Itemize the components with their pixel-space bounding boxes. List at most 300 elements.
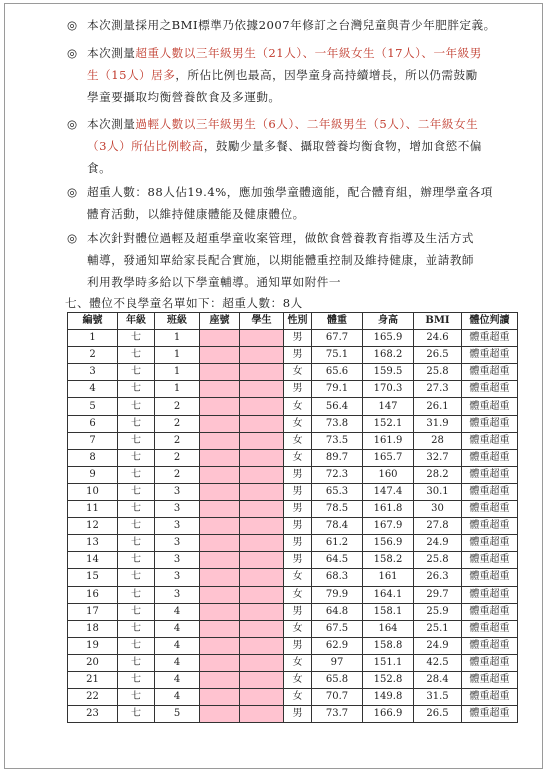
table-cell: 67.7	[312, 330, 363, 347]
table-cell: 166.9	[363, 706, 414, 723]
table-cell: 2	[155, 415, 200, 432]
table-cell: 七	[118, 620, 155, 637]
redacted-cell	[200, 671, 240, 688]
table-cell: 體重超重	[462, 552, 518, 569]
column-header: 性別	[284, 313, 312, 330]
table-cell: 3	[155, 552, 200, 569]
redacted-cell	[240, 398, 284, 415]
table-cell: 165.7	[363, 449, 414, 466]
table-cell: 158.8	[363, 637, 414, 654]
table-row	[68, 483, 518, 500]
body-text: 體育活動，以維持健康體能及健康體位。	[87, 207, 305, 222]
body-text: 本次測量	[87, 117, 136, 131]
table-row	[68, 535, 518, 552]
note-line	[67, 157, 515, 179]
column-header: 編號	[68, 313, 118, 330]
table-cell: 體重超重	[462, 466, 518, 483]
table-cell: 164.1	[363, 586, 414, 603]
emphasis-text: （3人）所佔比例較高	[87, 139, 204, 154]
redacted-cell	[240, 706, 284, 723]
table-cell: 體重超重	[462, 535, 518, 552]
table-cell: 79.9	[312, 586, 363, 603]
redacted-cell	[240, 586, 284, 603]
note-line	[67, 42, 515, 64]
table-cell: 30	[414, 501, 462, 518]
column-header: 座號	[200, 313, 240, 330]
table-cell: 七	[118, 706, 155, 723]
redacted-cell	[240, 569, 284, 586]
table-cell: 男	[284, 381, 312, 398]
table-cell: 女	[284, 689, 312, 706]
table-cell: 31.9	[414, 415, 462, 432]
note-line	[67, 113, 515, 135]
table-cell: 25.8	[414, 364, 462, 381]
body-text: ，所佔比例也最高，因學童身高持續增長，所以仍需鼓勵	[175, 68, 478, 83]
table-cell: 1	[155, 364, 200, 381]
redacted-cell	[240, 671, 284, 688]
table-cell: 體重超重	[462, 347, 518, 364]
table-cell: 20	[68, 654, 118, 671]
table-header-row	[68, 313, 518, 330]
table-cell: 3	[155, 535, 200, 552]
note-line	[67, 181, 515, 203]
table-cell: 25.8	[414, 552, 462, 569]
table-cell: 156.9	[363, 535, 414, 552]
note-line	[67, 271, 515, 293]
table-cell: 女	[284, 364, 312, 381]
column-header: 體位判讀	[462, 313, 518, 330]
table-cell: 21	[68, 671, 118, 688]
table-cell: 165.9	[363, 330, 414, 347]
redacted-cell	[240, 364, 284, 381]
redacted-cell	[200, 364, 240, 381]
note-line	[67, 203, 515, 225]
table-cell: 24.6	[414, 330, 462, 347]
body-text: 本次測量採用之BMI標準乃依據2007年修訂之台灣兒童與青少年肥胖定義。	[87, 18, 496, 32]
redacted-cell	[200, 415, 240, 432]
table-cell: 9	[68, 466, 118, 483]
table-cell: 19	[68, 637, 118, 654]
table-cell: 女	[284, 671, 312, 688]
redacted-cell	[240, 637, 284, 654]
table-cell: 體重超重	[462, 586, 518, 603]
table-cell: 28.2	[414, 466, 462, 483]
note-paragraph	[67, 227, 515, 294]
table-cell: 體重超重	[462, 518, 518, 535]
table-cell: 男	[284, 483, 312, 500]
table-cell: 73.7	[312, 706, 363, 723]
table-cell: 1	[155, 330, 200, 347]
table-cell: 8	[68, 449, 118, 466]
table-row	[68, 466, 518, 483]
emphasis-text: 超重人數以三年級男生（21人）、一年級女生（17人）、一年級男	[135, 46, 482, 60]
table-cell: 七	[118, 415, 155, 432]
table-cell: 30.1	[414, 483, 462, 500]
table-cell: 7	[68, 432, 118, 449]
table-cell: 158.2	[363, 552, 414, 569]
table-cell: 體重超重	[462, 706, 518, 723]
redacted-cell	[200, 330, 240, 347]
table-cell: 65.8	[312, 671, 363, 688]
table-cell: 體重超重	[462, 381, 518, 398]
table-cell: 147	[363, 398, 414, 415]
table-cell: 24.9	[414, 637, 462, 654]
table-cell: 28	[414, 432, 462, 449]
table-cell: 158.1	[363, 603, 414, 620]
redacted-cell	[200, 706, 240, 723]
table-cell: 65.6	[312, 364, 363, 381]
redacted-cell	[240, 518, 284, 535]
table-cell: 65.3	[312, 483, 363, 500]
table-cell: 29.7	[414, 586, 462, 603]
redacted-cell	[200, 381, 240, 398]
table-cell: 10	[68, 483, 118, 500]
table-row	[68, 501, 518, 518]
note-line	[67, 227, 515, 249]
table-cell: 26.1	[414, 398, 462, 415]
redacted-cell	[200, 398, 240, 415]
table-cell: 3	[155, 586, 200, 603]
body-text: 本次針對體位過輕及超重學童收案管理，做飲食營養教育指導及生活方式	[87, 231, 475, 245]
table-cell: 2	[155, 466, 200, 483]
table-cell: 4	[155, 620, 200, 637]
table-cell: 67.5	[312, 620, 363, 637]
table-cell: 18	[68, 620, 118, 637]
table-row	[68, 654, 518, 671]
table-cell: 24.9	[414, 535, 462, 552]
table-cell: 男	[284, 347, 312, 364]
redacted-cell	[200, 483, 240, 500]
table-cell: 28.4	[414, 671, 462, 688]
redacted-cell	[200, 449, 240, 466]
redacted-cell	[240, 483, 284, 500]
redacted-cell	[240, 603, 284, 620]
table-cell: 17	[68, 603, 118, 620]
redacted-cell	[240, 415, 284, 432]
table-cell: 4	[68, 381, 118, 398]
table-row	[68, 552, 518, 569]
table-row	[68, 671, 518, 688]
table-cell: 161.9	[363, 432, 414, 449]
column-header: 班級	[155, 313, 200, 330]
table-row	[68, 381, 518, 398]
table-cell: 78.5	[312, 501, 363, 518]
body-text: 學童要攝取均衡營養飲食及多運動。	[87, 90, 281, 105]
note-line	[67, 249, 515, 271]
table-cell: 體重超重	[462, 330, 518, 347]
table-cell: 七	[118, 552, 155, 569]
table-cell: 160	[363, 466, 414, 483]
table-cell: 16	[68, 586, 118, 603]
table-cell: 七	[118, 364, 155, 381]
table-cell: 4	[155, 689, 200, 706]
table-cell: 79.1	[312, 381, 363, 398]
redacted-cell	[200, 637, 240, 654]
redacted-cell	[240, 501, 284, 518]
table-cell: 64.8	[312, 603, 363, 620]
redacted-cell	[200, 654, 240, 671]
table-row	[68, 706, 518, 723]
table-cell: 體重超重	[462, 398, 518, 415]
note-paragraph	[67, 42, 515, 109]
table-cell: 62.9	[312, 637, 363, 654]
table-row	[68, 518, 518, 535]
redacted-cell	[200, 552, 240, 569]
table-cell: 七	[118, 398, 155, 415]
redacted-cell	[200, 586, 240, 603]
redacted-cell	[240, 381, 284, 398]
table-cell: 男	[284, 603, 312, 620]
table-cell: 26.5	[414, 706, 462, 723]
table-cell: 男	[284, 466, 312, 483]
table-cell: 152.1	[363, 415, 414, 432]
table-cell: 1	[155, 381, 200, 398]
table-cell: 體重超重	[462, 637, 518, 654]
table-caption: 七、體位不良學童名單如下：超重人數：8人	[65, 296, 303, 310]
table-row	[68, 432, 518, 449]
table-cell: 78.4	[312, 518, 363, 535]
table-cell: 72.3	[312, 466, 363, 483]
table-cell: 七	[118, 347, 155, 364]
redacted-cell	[200, 501, 240, 518]
table-cell: 體重超重	[462, 603, 518, 620]
table-cell: 159.5	[363, 364, 414, 381]
emphasis-text: 過輕人數以三年級男生（6人）、二年級男生（5人）、二年級女生	[135, 117, 479, 131]
redacted-cell	[240, 432, 284, 449]
table-cell: 3	[155, 483, 200, 500]
table-cell: 體重超重	[462, 449, 518, 466]
note-paragraph	[67, 113, 515, 180]
table-cell: 男	[284, 518, 312, 535]
body-text: 超重人數：88人佔19.4%，應加強學童體適能，配合體育組，辦理學童各項	[87, 185, 493, 199]
column-header: 學生	[240, 313, 284, 330]
table-cell: 女	[284, 432, 312, 449]
note-line	[67, 86, 515, 108]
table-cell: 2	[155, 432, 200, 449]
table-row	[68, 398, 518, 415]
table-cell: 3	[68, 364, 118, 381]
table-cell: 5	[68, 398, 118, 415]
table-cell: 體重超重	[462, 415, 518, 432]
table-cell: 七	[118, 466, 155, 483]
table-cell: 32.7	[414, 449, 462, 466]
note-paragraph	[67, 181, 515, 225]
redacted-cell	[200, 535, 240, 552]
table-cell: 七	[118, 518, 155, 535]
note-line	[67, 64, 515, 86]
body-text: 食。	[87, 161, 112, 176]
table-cell: 152.8	[363, 671, 414, 688]
table-cell: 25.9	[414, 603, 462, 620]
table-cell: 女	[284, 620, 312, 637]
table-cell: 164	[363, 620, 414, 637]
table-cell: 七	[118, 671, 155, 688]
table-cell: 27.3	[414, 381, 462, 398]
table-cell: 七	[118, 381, 155, 398]
table-cell: 167.9	[363, 518, 414, 535]
table-cell: 168.2	[363, 347, 414, 364]
table-cell: 31.5	[414, 689, 462, 706]
redacted-cell	[240, 466, 284, 483]
bullet-mark: ◎	[67, 46, 78, 60]
table-cell: 女	[284, 586, 312, 603]
table-cell: 4	[155, 637, 200, 654]
table-cell: 151.1	[363, 654, 414, 671]
redacted-cell	[240, 620, 284, 637]
table-cell: 1	[155, 347, 200, 364]
redacted-cell	[240, 449, 284, 466]
table-cell: 25.1	[414, 620, 462, 637]
table-cell: 體重超重	[462, 569, 518, 586]
table-cell: 七	[118, 330, 155, 347]
table-cell: 64.5	[312, 552, 363, 569]
table-cell: 2	[155, 449, 200, 466]
table-cell: 147.4	[363, 483, 414, 500]
table-cell: 七	[118, 449, 155, 466]
table-cell: 體重超重	[462, 483, 518, 500]
table-cell: 3	[155, 501, 200, 518]
table-cell: 23	[68, 706, 118, 723]
table-row	[68, 415, 518, 432]
table-cell: 22	[68, 689, 118, 706]
table-cell: 男	[284, 501, 312, 518]
table-cell: 11	[68, 501, 118, 518]
redacted-cell	[240, 654, 284, 671]
table-row	[68, 330, 518, 347]
redacted-cell	[200, 432, 240, 449]
table-cell: 體重超重	[462, 364, 518, 381]
redacted-cell	[200, 466, 240, 483]
table-cell: 75.1	[312, 347, 363, 364]
table-cell: 6	[68, 415, 118, 432]
table-cell: 女	[284, 449, 312, 466]
table-cell: 男	[284, 552, 312, 569]
table-row	[68, 569, 518, 586]
table-row	[68, 620, 518, 637]
table-cell: 3	[155, 518, 200, 535]
table-row	[68, 603, 518, 620]
table-cell: 1	[68, 330, 118, 347]
table-cell: 42.5	[414, 654, 462, 671]
table-cell: 七	[118, 501, 155, 518]
table-cell: 73.8	[312, 415, 363, 432]
table-cell: 14	[68, 552, 118, 569]
table-cell: 73.5	[312, 432, 363, 449]
table-cell: 男	[284, 535, 312, 552]
bullet-mark: ◎	[67, 117, 78, 131]
table-cell: 170.3	[363, 381, 414, 398]
body-text: 輔導，發通知單給家長配合實施，以期能體重控制及維持健康，並請教師	[87, 253, 475, 268]
document-page	[4, 3, 543, 769]
table-cell: 70.7	[312, 689, 363, 706]
redacted-cell	[200, 620, 240, 637]
redacted-cell	[200, 569, 240, 586]
table-cell: 161	[363, 569, 414, 586]
table-cell: 女	[284, 398, 312, 415]
table-cell: 97	[312, 654, 363, 671]
bullet-mark: ◎	[67, 231, 78, 245]
redacted-cell	[200, 689, 240, 706]
table-cell: 27.8	[414, 518, 462, 535]
table-cell: 體重超重	[462, 689, 518, 706]
column-header: BMI	[414, 313, 462, 330]
note-paragraph	[67, 14, 515, 36]
table-cell: 女	[284, 415, 312, 432]
note-line	[67, 135, 515, 157]
table-cell: 體重超重	[462, 671, 518, 688]
table-cell: 女	[284, 654, 312, 671]
redacted-cell	[240, 552, 284, 569]
table-cell: 4	[155, 603, 200, 620]
table-cell: 女	[284, 569, 312, 586]
table-cell: 七	[118, 535, 155, 552]
column-header: 身高	[363, 313, 414, 330]
column-header: 體重	[312, 313, 363, 330]
redacted-cell	[200, 347, 240, 364]
column-header: 年級	[118, 313, 155, 330]
table-cell: 13	[68, 535, 118, 552]
table-cell: 2	[68, 347, 118, 364]
table-cell: 12	[68, 518, 118, 535]
table-cell: 七	[118, 689, 155, 706]
table-cell: 七	[118, 432, 155, 449]
table-cell: 56.4	[312, 398, 363, 415]
table-cell: 男	[284, 637, 312, 654]
table-cell: 七	[118, 569, 155, 586]
table-cell: 七	[118, 586, 155, 603]
redacted-cell	[240, 347, 284, 364]
bullet-mark: ◎	[67, 18, 78, 32]
table-cell: 體重超重	[462, 432, 518, 449]
table-row	[68, 689, 518, 706]
table-cell: 89.7	[312, 449, 363, 466]
redacted-cell	[240, 689, 284, 706]
table-row	[68, 347, 518, 364]
redacted-cell	[240, 330, 284, 347]
body-text: ，鼓勵少量多餐、攝取營養均衡食物，增加食慾不偏	[203, 139, 482, 154]
table-cell: 26.5	[414, 347, 462, 364]
table-cell: 4	[155, 654, 200, 671]
table-row	[68, 586, 518, 603]
table-cell: 七	[118, 654, 155, 671]
table-cell: 5	[155, 706, 200, 723]
table-cell: 161.8	[363, 501, 414, 518]
table-cell: 4	[155, 671, 200, 688]
emphasis-text: 生（15人）居多	[87, 68, 176, 83]
table-cell: 26.3	[414, 569, 462, 586]
table-cell: 149.8	[363, 689, 414, 706]
body-text: 利用教學時多給以下學童輔導。通知單如附件一	[87, 275, 341, 290]
table-cell: 七	[118, 637, 155, 654]
table-cell: 男	[284, 706, 312, 723]
table-cell: 15	[68, 569, 118, 586]
table-cell: 七	[118, 603, 155, 620]
redacted-cell	[240, 535, 284, 552]
table-cell: 3	[155, 569, 200, 586]
student-roster-table	[67, 312, 518, 723]
table-cell: 七	[118, 483, 155, 500]
table-cell: 體重超重	[462, 620, 518, 637]
table-row	[68, 449, 518, 466]
table-cell: 68.3	[312, 569, 363, 586]
body-text: 本次測量	[87, 46, 136, 60]
table-cell: 61.2	[312, 535, 363, 552]
redacted-cell	[200, 518, 240, 535]
redacted-cell	[200, 603, 240, 620]
note-line	[67, 14, 515, 36]
bullet-mark: ◎	[67, 185, 78, 199]
table-row	[68, 637, 518, 654]
